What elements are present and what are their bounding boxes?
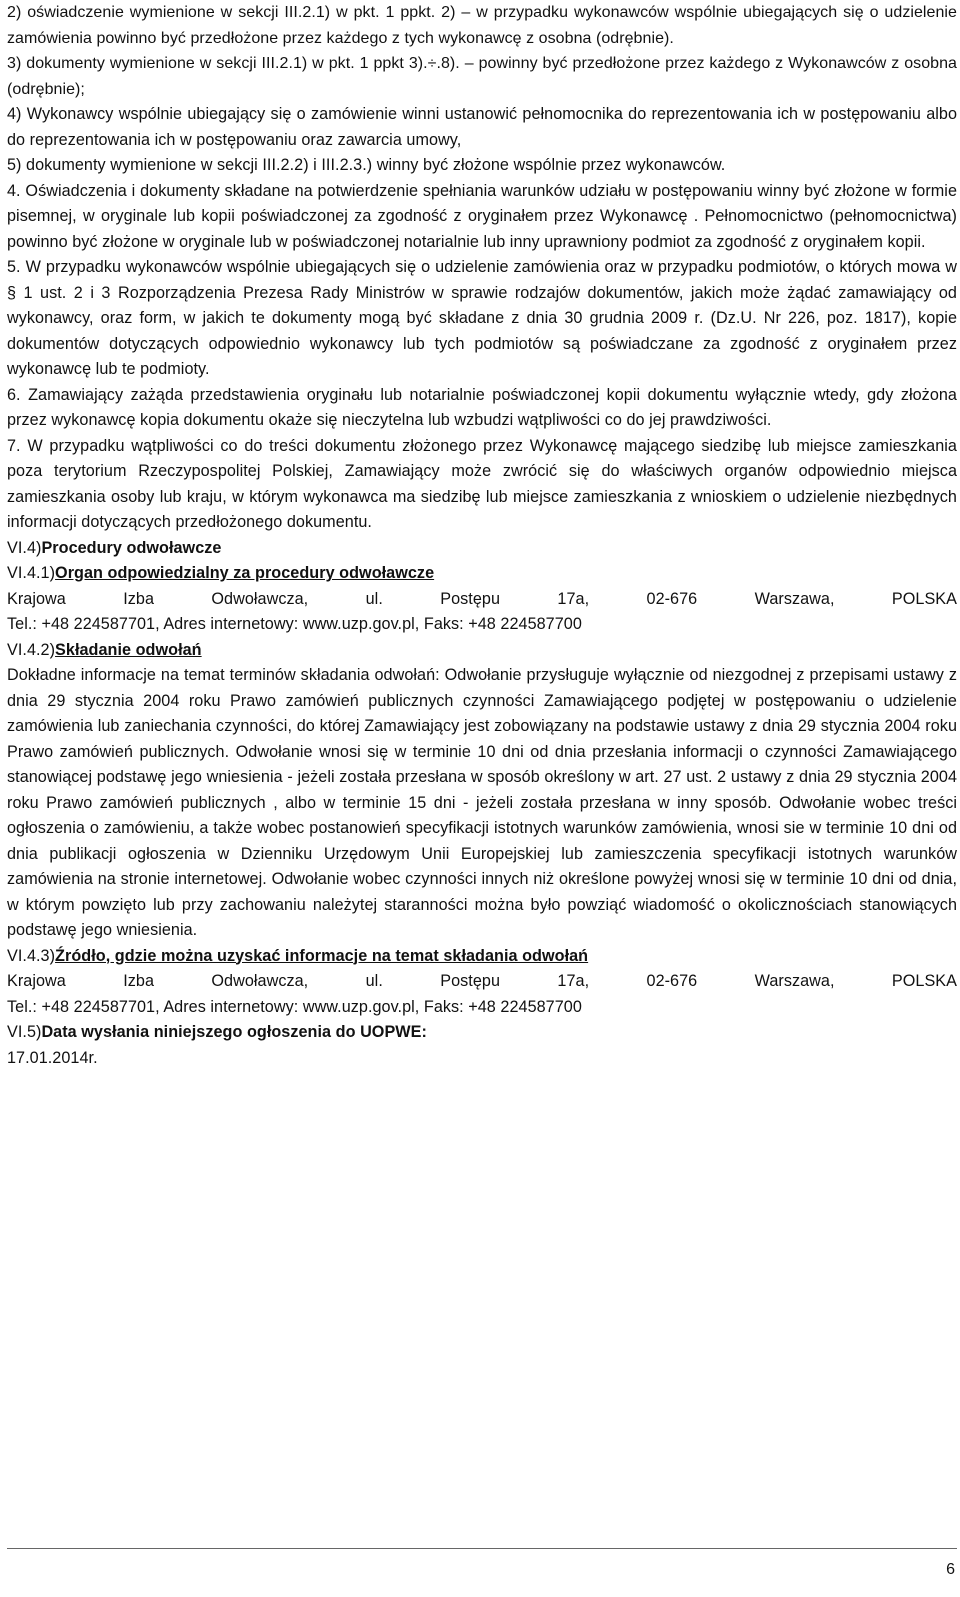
page-number: 6	[946, 1561, 955, 1578]
section-vi42-title: Składanie odwołań	[55, 640, 202, 659]
section-vi43-title: Źródło, gdzie można uzyskać informacje na temat składania odwołań	[55, 946, 589, 965]
appeal-info-address: Krajowa Izba Odwoławcza, ul. Postępu 17a, 02-676 Warszawa, POLSKA	[7, 972, 957, 990]
section-vi5-number: VI.5)	[7, 1023, 42, 1041]
footer-divider	[7, 1548, 957, 1549]
section-vi43-heading	[7, 944, 957, 970]
section-vi43-number: VI.4.3)	[7, 946, 56, 965]
section-vi41-number: VI.4.1)	[7, 564, 56, 582]
document-page	[7, 0, 957, 1071]
paragraph-joint-bidders-statement: 2) oświadczenie wymienione w sekcji III.2.1) w pkt. 1 ppkt. 2) – w przypadku wykonawców wspólnie ubiegających się o udzielenie zamówienia powinno być przedłożone przez każdego z tych wykonawcę z osobna (odrębnie).	[7, 4, 957, 47]
section-vi5-title: Data wysłania niniejszego ogłoszenia do UOPWE:	[41, 1023, 427, 1041]
section-vi41-heading	[7, 561, 957, 587]
paragraph-written-form: 4. Oświadczenia i dokumenty składane na potwierdzenie spełniania warunków udziału w postępowaniu winny być złożone w formie pisemnej, w oryginale lub kopii poświadczonej za zgodność z oryginałem przez Wykonawcę . Pełnomocnictwo (pełnomocnictwa) powinno być złożone w oryginale lub w poświadczonej notarialnie lub inny uprawniony podmiot za zgodność z oryginałem kopii.	[7, 181, 957, 251]
section-vi42-heading	[7, 638, 957, 664]
paragraph-documents-separately: 3) dokumenty wymienione w sekcji III.2.1) w pkt. 1 ppkt 3).÷.8). – powinny być przedłożone przez każdego z Wykonawców z osobna (odrębnie);	[7, 55, 957, 98]
paragraph-original-request: 6. Zamawiający zażąda przedstawienia oryginału lub notarialnie poświadczonej kopii dokumentu wyłącznie wtedy, gdy złożona przez wykonawcę kopia dokumentu okaże się nieczytelna lub wzbudzi wątpliwości co do jej prawdziwości.	[7, 385, 957, 429]
paragraph-proxy-appointment: 4) Wykonawcy wspólnie ubiegający się o zamówienie winni ustanowić pełnomocnika do reprezentowania ich w postępowaniu albo do reprezentowania ich w postępowaniu oraz zawarcia umowy,	[7, 105, 957, 149]
section-vi4-number: VI.4)	[7, 538, 42, 557]
paragraph-copies-certification: 5. W przypadku wykonawców wspólnie ubiegających się o udzielenie zamówienia oraz w przypadku podmiotów, o których mowa w § 1 ust. 2 i 3 Rozporządzenia Prezesa Rady Ministrów w sprawie rodzajów dokumentów, jakich może żądać zamawiający od wykonawcy, oraz form, w jakich te dokumenty mogą być składane z dnia 30 grudnia 2009 r. (Dz.U. Nr 226, poz. 1817), kopie dokumentów dotyczących odpowiednio wykonawcy lub tych podmiotów są poświadczane za zgodność z oryginałem przez wykonawcę lub te podmioty.	[7, 258, 957, 378]
appeal-body-contact: Tel.: +48 224587701, Adres internetowy: www.uzp.gov.pl, Faks: +48 224587700	[7, 615, 582, 633]
dispatch-date: 17.01.2014r.	[7, 1048, 98, 1067]
paragraph-joint-documents: 5) dokumenty wymienione w sekcji III.2.2) i III.2.3.) winny być złożone wspólnie przez wykonawców.	[7, 156, 726, 174]
appeal-body-address: Krajowa Izba Odwoławcza, ul. Postępu 17a, 02-676 Warszawa, POLSKA	[7, 589, 957, 608]
paragraph-foreign-documents: 7. W przypadku wątpliwości co do treści dokumentu złożonego przez Wykonawcę mającego siedzibę lub miejsce zamieszkania poza terytorium Rzeczypospolitej Polskiej, Zamawiający może zwrócić się do właściwych organów odpowiednio miejsca zamieszkania osoby lub kraju, w którym wykonawca ma siedzibę lub miejsce zamieszkania z wnioskiem o udzielenie niezbędnych informacji dotyczących przedłożonego dokumentu.	[7, 436, 957, 531]
section-vi4-title: Procedury odwoławcze	[41, 538, 222, 557]
section-vi42-number: VI.4.2)	[7, 640, 56, 659]
appeal-deadlines-text: Dokładne informacje na temat terminów składania odwołań: Odwołanie przysługuje wyłącznie od niezgodnej z przepisami ustawy z dnia 29 stycznia 2004 roku Prawo zamówień publicznych czynności Zamawiającego podjętej w postępowaniu o udzielenie zamówienia lub zaniechania czynności, do której Zamawiający jest zobowiązany na podstawie ustawy z dnia 29 stycznia 2004 roku Prawo zamówień publicznych. Odwołanie wnosi się w terminie 10 dni od dnia przesłania informacji o czynności Zamawiającego stanowiącej podstawę jego wniesienia - jeżeli została przesłana w sposób określony w art. 27 ust. 2 ustawy z dnia 29 stycznia 2004 roku Prawo zamówień publicznych , albo w terminie 15 dni - jeżeli została przesłana w inny sposób. Odwołanie wobec treści ogłoszenia o zamówieniu, a także wobec postanowień specyfikacji istotnych warunków zamówienia, wnosi sie w terminie 10 dni od dnia publikacji ogłoszenia w Dzienniku Urzędowym Unii Europejskiej lub zamieszczenia specyfikacji istotnych warunków zamówienia na stronie internetowej. Odwołanie wobec czynności innych niż określone powyżej wnosi się w terminie 10 dni od dnia, w którym powzięto lub przy zachowaniu należytej staranności można było powziąć wiadomość o okolicznościach stanowiących podstawę jego wniesienia.	[7, 666, 957, 939]
section-vi41-title: Organ odpowiedzialny za procedury odwoławcze	[55, 564, 435, 582]
section-vi5-heading	[7, 1020, 957, 1046]
section-vi4-heading	[7, 536, 957, 562]
appeal-info-contact: Tel.: +48 224587701, Adres internetowy: www.uzp.gov.pl, Faks: +48 224587700	[7, 997, 582, 1016]
